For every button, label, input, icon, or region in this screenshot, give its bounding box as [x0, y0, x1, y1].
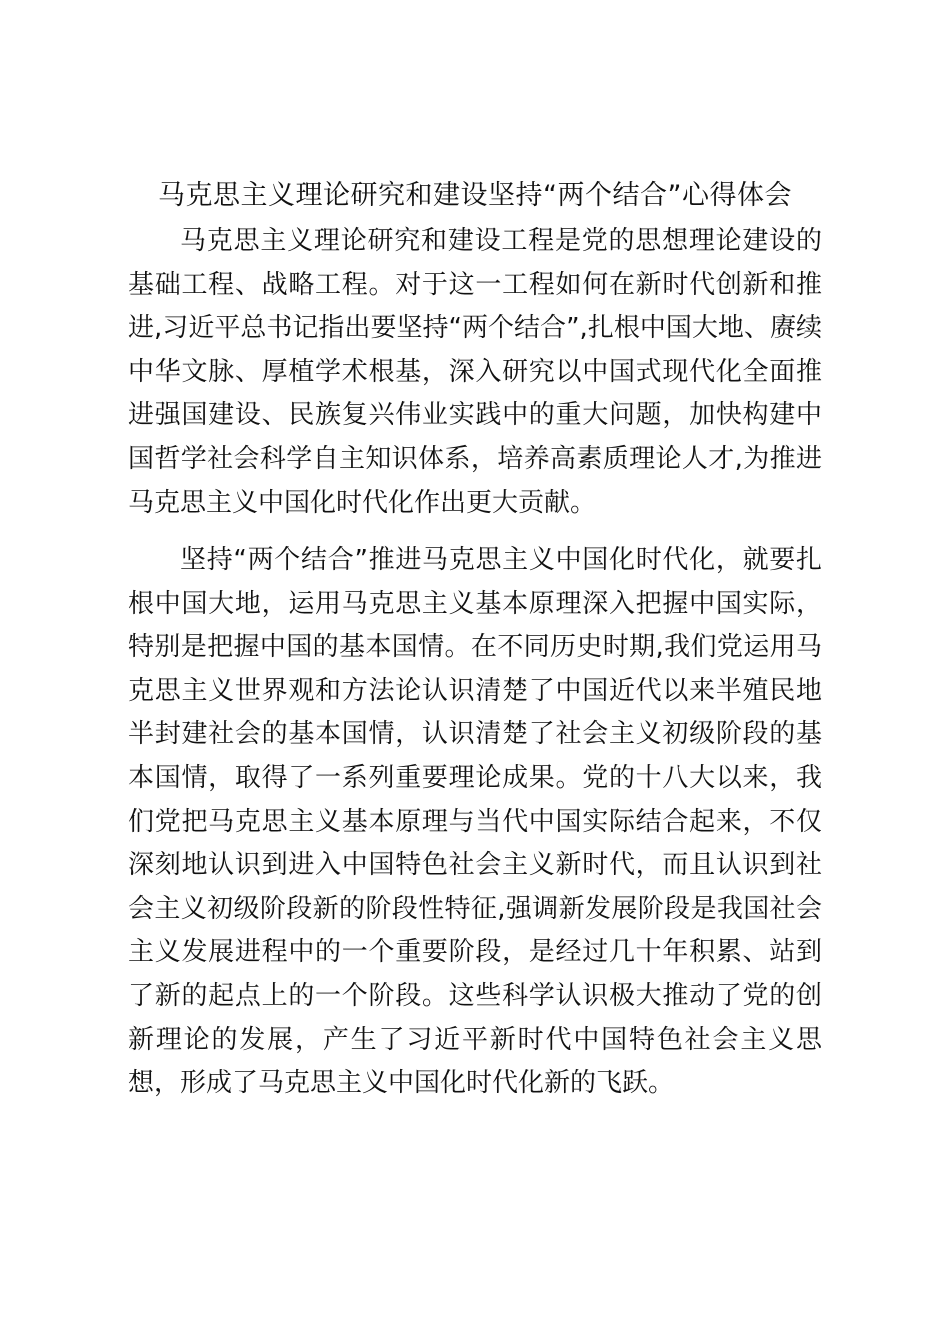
body-paragraph-1: 马克思主义理论研究和建设工程是党的思想理论建设的基础工程、战略工程。对于这一工程如何在新时代创新和推进,习近平总书记指出要坚持“两个结合”,扎根中国大地、赓续中华文脉、厚植学术根基，深入研究以中国式现代化全面推进强国建设、民族复兴伟业实践中的重大问题，加快构建中国哲学社会科学自主知识体系，培养高素质理论人才,为推进马克思主义中国化时代化作出更大贡献。 [128, 226, 822, 518]
body-paragraph-2: 坚持“两个结合”推进马克思主义中国化时代化，就要扎根中国大地，运用马克思主义基本原理深入把握中国实际，特别是把握中国的基本国情。在不同历史时期,我们党运用马克思主义世界观和方法论认识清楚了中国近代以来半殖民地半封建社会的基本国情，认识清楚了社会主义初级阶段的基本国情，取得了一系列重要理论成果。党的十八大以来，我们党把马克思主义基本原理与当代中国实际结合起来，不仅深刻地认识到进入中国特色社会主义新时代，而且认识到社会主义初级阶段新的阶段性特征,强调新发展阶段是我国社会主义发展进程中的一个重要阶段，是经过几十年积累、站到了新的起点上的一个阶段。这些科学认识极大推动了党的创新理论的发展，产生了习近平新时代中国特色社会主义思想，形成了马克思主义中国化时代化新的飞跃。 [128, 545, 822, 1099]
document-title: 马克思主义理论研究和建设坚持“两个结合”心得体会 [158, 180, 792, 211]
